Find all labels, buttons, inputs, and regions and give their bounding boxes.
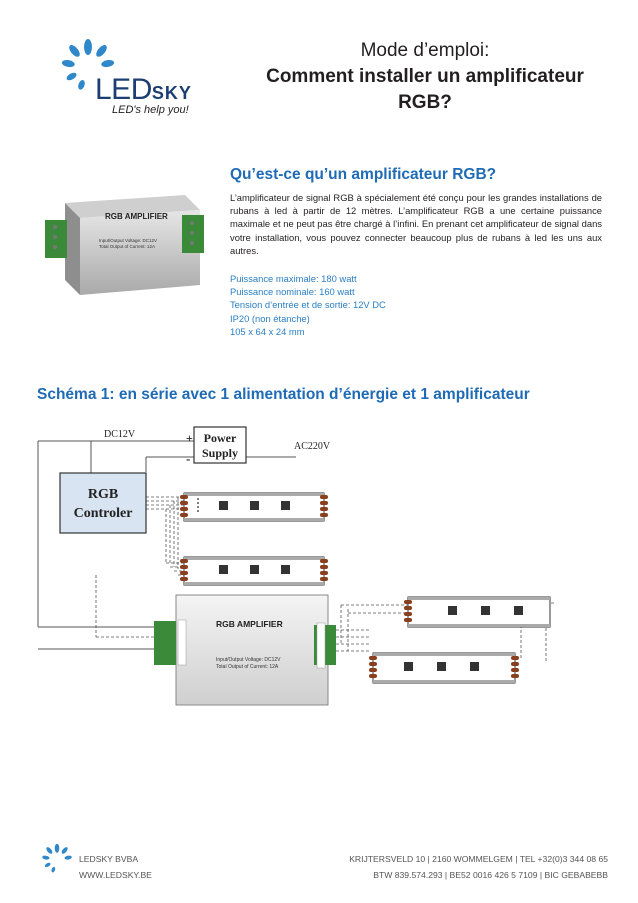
photo-label: RGB AMPLIFIER [105,212,168,221]
wiring-diagram [36,415,616,720]
intro-paragraph: L’amplificateur de signal RGB à spécialement été conçu pour les grandes installations de rubans à led à partir de 12 mètres. L’amplificateur RGB a une certaine puissance maximale et ne peut pas être chargé à l’infini. En prenant cet amplificateur de signal dans votre installation, vous pouvez connecter beaucoup plus de rubans à led les uns aux autres. [230,192,602,256]
amp-label: RGB AMPLIFIER [216,619,283,629]
rgb-amplifier-unit [154,595,336,705]
spec-item: IP20 (non étanche) [230,312,310,324]
footer-tax: BTW 839.574.293 | BE52 0016 426 5 7109 | BIC GEBABEBB [373,870,608,880]
logo-tagline: LED's help you! [112,104,189,116]
footer-right [349,851,608,883]
footer-logo-icon [40,842,74,876]
led-strip-1 [180,493,328,521]
logo-sky-text: SKY [151,83,192,103]
amp-spec1: Input/Output Voltage: DC12V [216,657,281,663]
controller-line1: RGB [87,487,119,502]
footer-company: LEDSKY BVBA [79,854,139,864]
rgb-amplifier-photo [35,185,215,305]
rgb-controller-box [60,473,146,533]
footer-address: KRIJTERSVELD 10 | 2160 WOMMELGEM | TEL +32(0)3 344 08 65 [349,854,608,864]
ac220v-label: AC220V [294,441,331,452]
photo-spec1: Input/Output Voltage: DC12V [99,238,158,243]
power-supply-line2: Supply [201,446,239,460]
led-strip-4 [369,653,519,683]
spec-item: Puissance nominale: 160 watt [230,286,355,298]
logo-led-text: LED [95,73,152,106]
led-strip-2 [180,557,328,585]
controller-line2: Controler [73,506,133,521]
plus-sign: + [186,431,193,445]
power-supply-line1: Power [203,431,237,445]
footer-website[interactable]: WWW.LEDSKY.BE [79,870,152,880]
photo-spec2: Total Output of Current: 12A [99,244,156,249]
doc-title-line1: Mode d’emploi: [360,40,490,61]
led-strip-3 [404,597,550,627]
doc-title-line2: Comment installer un amplificateur [266,66,584,87]
dc12v-label: DC12V [104,429,136,440]
spec-item: Puissance maximale: 180 watt [230,273,357,284]
spec-list [230,272,386,338]
minus-sign: - [186,451,191,466]
doc-title-line3: RGB? [398,92,452,113]
footer-left [79,851,152,883]
doc-title [230,64,620,116]
spec-item: 105 x 64 x 24 mm [230,325,305,337]
logo-wordmark [95,75,192,105]
spec-item: Tension d’entrée et de sortie: 12V DC [230,299,386,311]
schema-heading: Schéma 1: en série avec 1 alimentation d’énergie et 1 amplificateur [37,386,530,403]
intro-heading: Qu’est-ce qu’un amplificateur RGB? [230,166,497,183]
amp-spec2: Total Output of Current: 12A [216,664,279,670]
